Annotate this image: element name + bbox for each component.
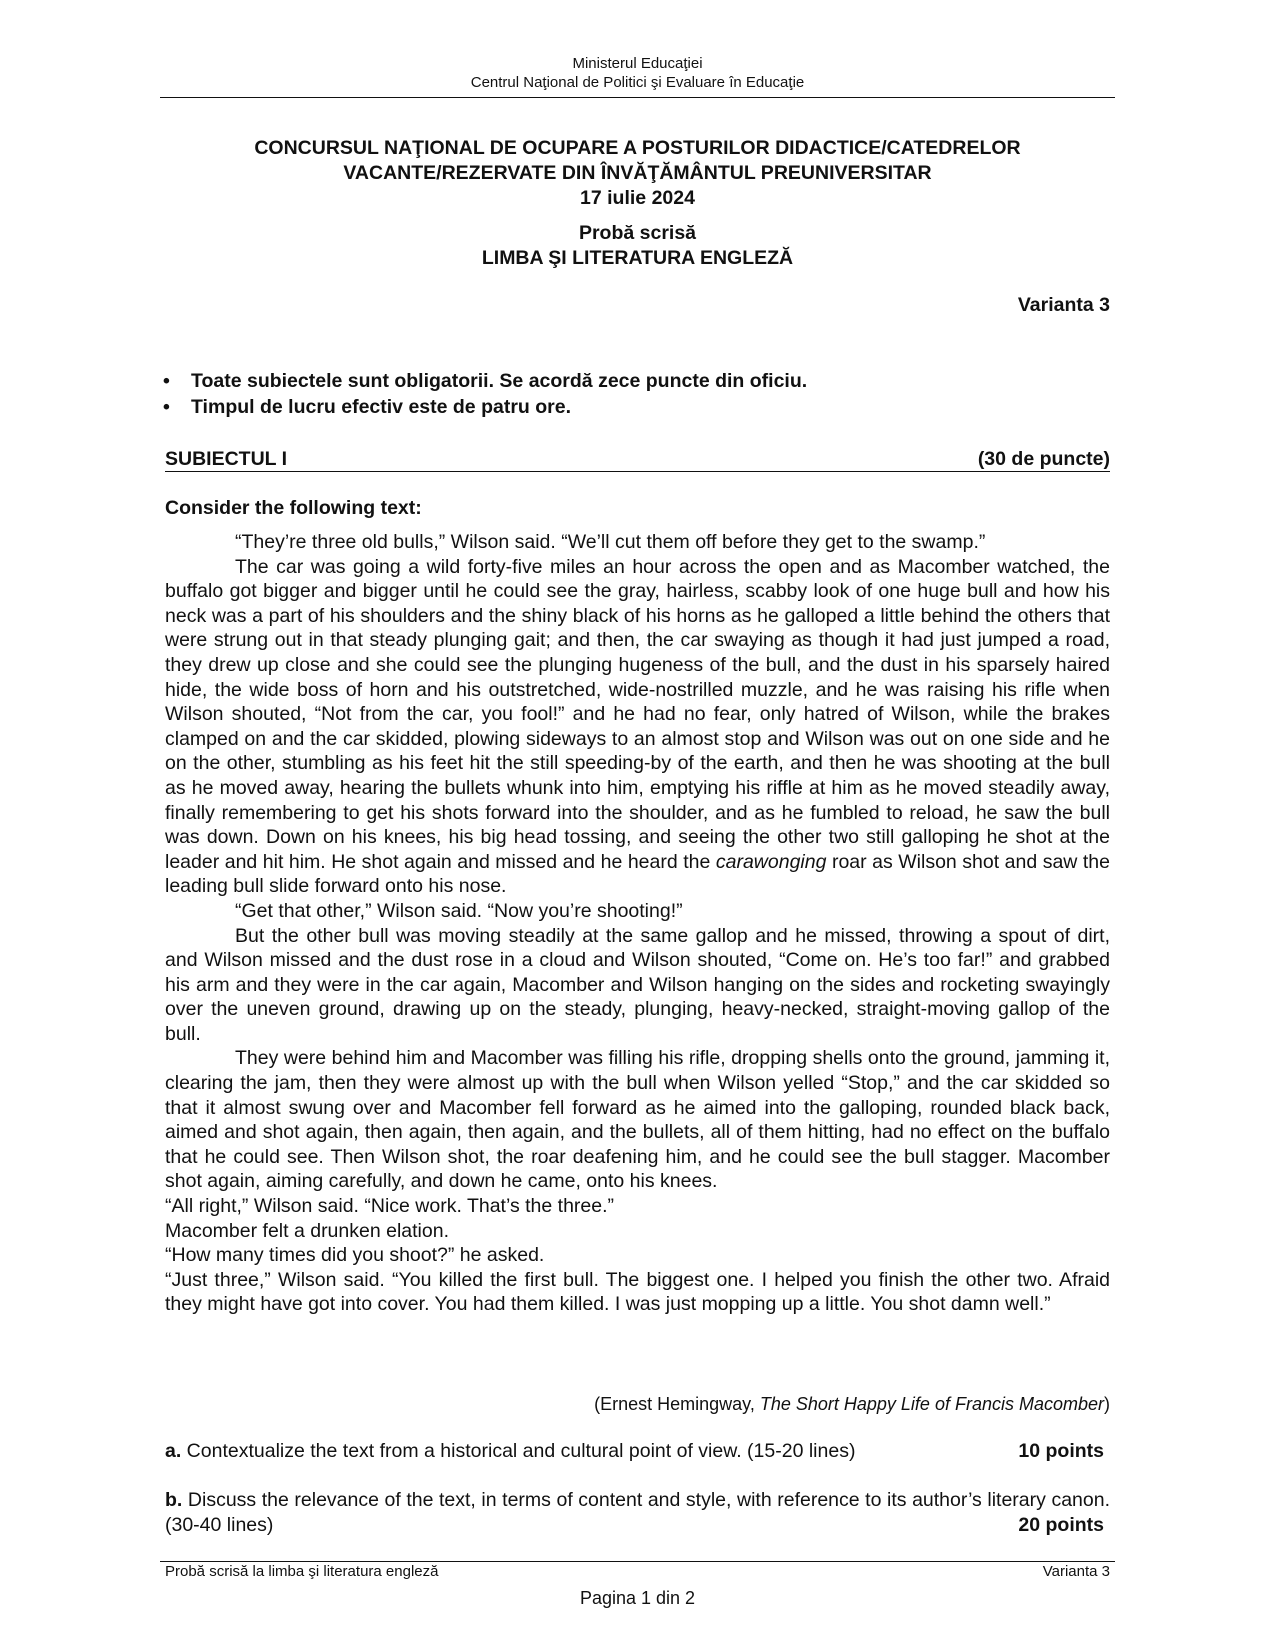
task-text: Discuss the relevance of the text, in terms of content and style, with reference to its author’s literary canon. (30-40 lines): [165, 1489, 1110, 1536]
instruction-item: • Timpul de lucru efectiv este de patru ore.: [163, 396, 571, 418]
passage-paragraph: “Get that other,” Wilson said. “Now you’re shooting!”: [235, 899, 683, 922]
exam-type: Probă scrisă: [578, 222, 697, 244]
page-header: [160, 54, 1115, 92]
passage-paragraph: “They’re three old bulls,” Wilson said. “We’ll cut them off before they get to the swamp.”: [235, 531, 986, 553]
ministry-name: Ministerul Educaţiei: [572, 55, 703, 72]
bullet-icon: •: [163, 370, 170, 392]
document-title: [160, 136, 1115, 211]
title-line-1: CONCURSUL NAŢIONAL DE OCUPARE A POSTURILOR DIDACTICE/CATEDRELOR: [254, 137, 1021, 159]
passage-paragraph: “How many times did you shoot?” he asked.: [165, 1244, 545, 1267]
title-line-2: VACANTE/REZERVATE DIN ÎNVĂŢĂMÂNTUL PREUNIVERSITAR: [343, 162, 932, 184]
passage-paragraph: “All right,” Wilson said. “Nice work. That’s the three.”: [165, 1195, 615, 1218]
task-label: a.: [165, 1440, 182, 1462]
footer-divider: [160, 1561, 1115, 1562]
section-heading: [165, 447, 1110, 472]
source-citation: (Ernest Hemingway, The Short Happy Life of Francis Macomber): [594, 1394, 1110, 1414]
task-points: 10 points: [1018, 1440, 1104, 1462]
page-number: Pagina 1 din 2: [579, 1588, 696, 1608]
passage-paragraph: “Just three,” Wilson said. “You killed the first bull. The biggest one. I helped you finish the other two. Afraid they might have got into cover. You had them killed. I was just mopping up a little. You shot damn well.”: [165, 1268, 1110, 1316]
instructions-list: [163, 368, 1103, 420]
footer-right: Varianta 3: [1042, 1563, 1110, 1580]
passage-paragraph: But the other bull was moving steadily at the same gallop and he missed, throwing a spout of dirt, and Wilson missed and the dust rose in a cloud and Wilson shouted, “Come on. He’s too far!” and grabbed his arm and they were in the car again, Macomber and Wilson hanging on the sides and rocketing swayingly over the uneven ground, drawing up on the steady, plunging, heavy-necked, straight-moving gallop of the bull.: [165, 924, 1110, 1045]
center-name: Centrul Naţional de Politici şi Evaluare în Educaţie: [470, 74, 805, 91]
passage-paragraph: Macomber felt a drunken elation.: [165, 1219, 449, 1242]
task-points: 20 points: [1018, 1513, 1104, 1536]
variant-label: Varianta 3: [1017, 294, 1110, 316]
literary-passage: [165, 530, 1110, 1317]
exam-subject: LIMBA ŞI LITERATURA ENGLEZĂ: [481, 247, 794, 269]
instruction-item: • Toate subiectele sunt obligatorii. Se acordă zece puncte din oficiu.: [163, 370, 808, 392]
section-name: SUBIECTUL I: [165, 448, 288, 470]
exam-subtitle: [160, 221, 1115, 271]
text-intro: Consider the following text:: [165, 497, 422, 519]
page-footer: [165, 1563, 1110, 1580]
task-a: [165, 1439, 1110, 1464]
section-points: (30 de puncte): [977, 448, 1110, 470]
exam-date: 17 iulie 2024: [580, 187, 695, 209]
task-label: b.: [165, 1489, 183, 1511]
passage-paragraph: They were behind him and Macomber was filling his rifle, dropping shells onto the ground, jamming it, clearing the jam, then they were almost up with the bull when Wilson yelled “Stop,” and the car skidded so that it almost swung over and Macomber fell forward as he aimed into the galloping, rounded black back, aimed and shot again, then again, then again, and the bullets, all of them hitting, had no effect on the buffalo that he could see. Then Wilson shot, the roar deafening him, and he could see the bull stagger. Macomber shot again, aiming carefully, and down he came, onto his knees.: [165, 1047, 1110, 1193]
footer-left: Probă scrisă la limba şi literatura engleză: [165, 1563, 439, 1580]
italic-word: carawonging: [715, 850, 827, 873]
task-text: a. Contextualize the text from a historical and cultural point of view. (15-20 lines): [165, 1440, 856, 1462]
bullet-icon: •: [163, 396, 170, 418]
work-title: The Short Happy Life of Francis Macomber: [759, 1394, 1104, 1414]
passage-paragraph: The car was going a wild forty-five miles an hour across the open and as Macomber watched, the buffalo got bigger and bigger until he could see the gray, hairless, scabby look of one huge bull and how his neck was a part of his shoulders and the shiny black of his horns as he galloped a little behind the others that were strung out in that steady plunging gait; and then, the car swaying as though it had just jumped a road, they drew up close and she could see the plunging hugeness of the bull, and the dust in his sparsely haired hide, the wide boss of horn and his outstretched, wide-nostrilled muzzle, and he was raising his rifle when Wilson shouted, “Not from the car, you fool!” and he had no fear, only hatred of Wilson, while the brakes clamped on and the car skidded, plowing sideways to an almost stop and Wilson was out on one side and he on the other, stumbling as his feet hit the still speeding-by of the earth, and then he was shooting at the bull as he moved away, hearing the bullets whunk into him, emptying his riffle at him as he moved steadily away, finally remembering to get his shots forward into the shoulder, and as he fumbled to reload, he saw the bull was down. Down on his knees, his big head tossing, and seeing the other two still galloping he shot at the leader and hit him. He shot again and missed and he heard the carawonging roar as Wilson shot and saw the leading bull slide forward onto his nose.: [165, 555, 1110, 898]
task-b: [165, 1488, 1110, 1537]
header-divider: [160, 97, 1115, 98]
